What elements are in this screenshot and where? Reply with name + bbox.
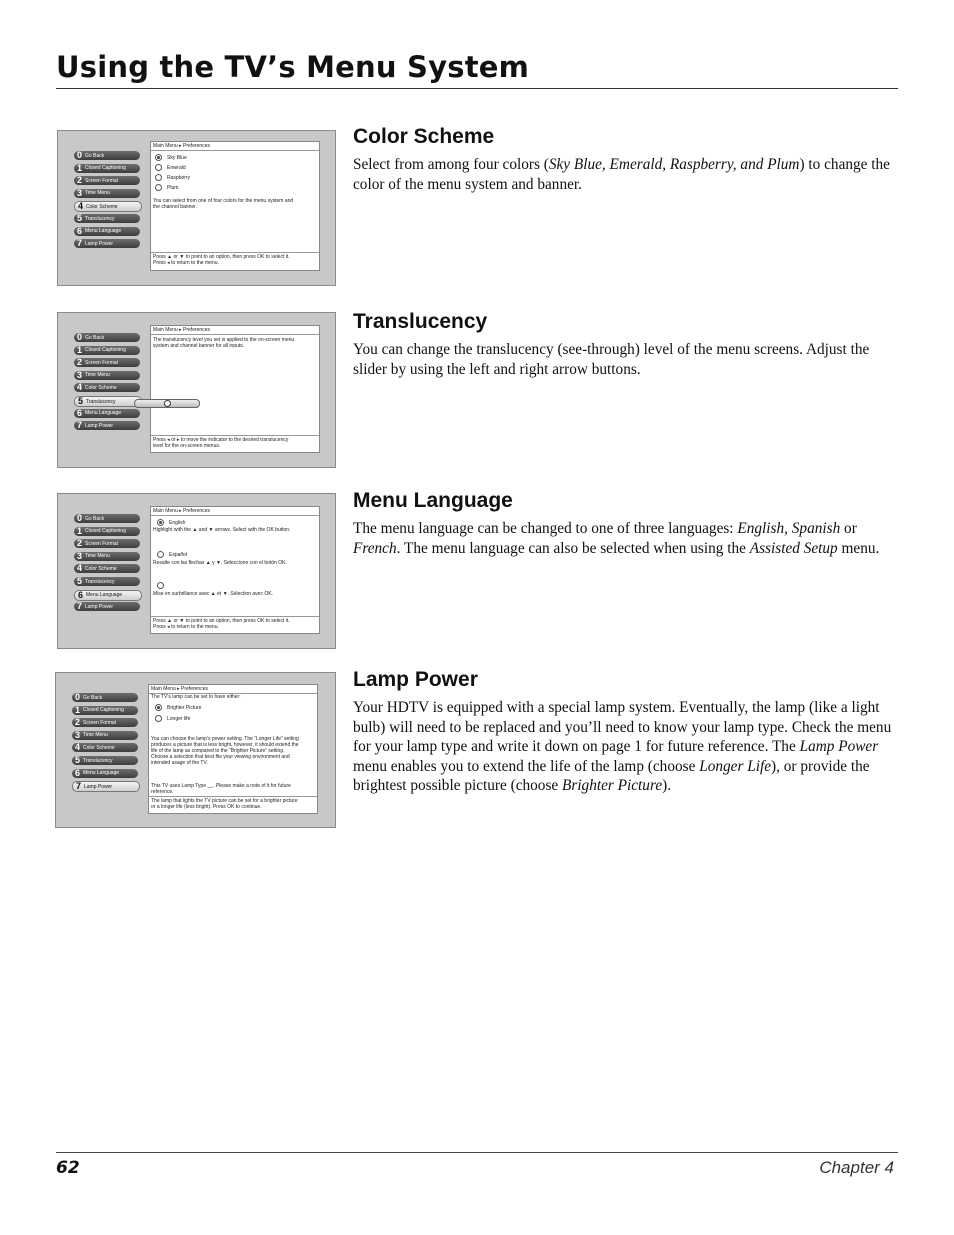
option-raspberry[interactable]: Raspberry <box>155 174 190 181</box>
menu-item-go-back[interactable] <box>72 693 138 702</box>
menu-item-number: 4 <box>77 201 83 212</box>
menu-item-number: 2 <box>74 717 80 728</box>
translucency-section <box>353 310 898 379</box>
menu-item-label: Color Scheme <box>85 565 117 572</box>
radio-icon <box>157 582 164 589</box>
menu-item-lamp-power[interactable] <box>74 421 140 430</box>
translucency-text: You can change the translucency (see-through) level of the menu screens. Adjust the slider by using the left and right arrow buttons. <box>353 341 870 378</box>
lamp-type-note: This TV uses Lamp Type __. Please make a note of it for future reference. <box>151 783 291 795</box>
menu-item-go-back[interactable] <box>74 514 140 523</box>
menu-item-number: 4 <box>76 563 82 574</box>
menu-item-number: 6 <box>74 767 80 778</box>
menu-item-screen-format[interactable] <box>74 539 140 548</box>
menu-item-label: Translucency <box>86 398 116 405</box>
menu-item-label: Screen Format <box>85 177 119 184</box>
menu-item-label: Time Menu <box>85 553 110 560</box>
menu-item-number: 1 <box>76 162 82 173</box>
option-emerald[interactable]: Emerald <box>155 164 186 171</box>
menu-item-color-scheme[interactable] <box>74 383 140 392</box>
menu-item-number: 7 <box>76 601 82 612</box>
menu-item-lamp-power[interactable] <box>74 239 140 248</box>
menu-item-label: Translucency <box>85 215 115 222</box>
menu-item-number: 2 <box>76 538 82 549</box>
preferences-dialog <box>150 141 320 271</box>
menu-item-number: 3 <box>76 187 82 198</box>
menu-item-label: Menu Language <box>85 228 122 235</box>
menu-item-label: Closed Captioning <box>85 347 126 354</box>
menu-item-screen-format[interactable] <box>74 358 140 367</box>
menu-item-number: 6 <box>76 407 82 418</box>
menu-item-time-menu[interactable] <box>74 552 140 561</box>
breadcrumb: Main Menu ▸ Preferences <box>153 508 210 514</box>
menu-item-label: Translucency <box>85 578 115 585</box>
menu-item-translucency[interactable] <box>74 577 140 586</box>
menu-item-label: Translucency <box>83 757 113 764</box>
option-sky-blue[interactable]: Sky Blue <box>155 154 187 161</box>
menu-item-label: Go Back <box>83 694 103 701</box>
menu-item-screen-format[interactable] <box>72 718 138 727</box>
menu-item-menu-language[interactable] <box>74 227 140 236</box>
menu-item-label: Color Scheme <box>85 384 117 391</box>
dialog-description: The translucency level you set is applied to the on-screen menu system and channel banner for all inputs. <box>153 337 295 349</box>
menu-item-label: Closed Captioning <box>85 528 126 535</box>
hint-french: Mise en surbrillance avec ▲ et ▼. Sélection avec OK. <box>153 591 273 597</box>
menu-item-translucency[interactable] <box>74 214 140 223</box>
menu-item-number: 2 <box>76 357 82 368</box>
menu-language-text: The menu language can be changed to one of three languages: English, Spanish or French. The menu language can also be selected when using the Assisted Setup menu. <box>353 520 880 557</box>
menu-item-number: 2 <box>76 175 82 186</box>
menu-item-menu-language[interactable] <box>72 769 138 778</box>
menu-item-number: 7 <box>76 420 82 431</box>
translucency-heading: Translucency <box>353 310 488 333</box>
menu-item-number: 1 <box>74 704 80 715</box>
menu-item-label: Go Back <box>85 515 105 522</box>
menu-item-label: Lamp Power <box>85 240 114 247</box>
page-title: Using the TV’s Menu System <box>56 50 530 84</box>
menu-item-label: Lamp Power <box>85 422 114 429</box>
menu-item-label: Closed Captioning <box>83 707 124 714</box>
menu-item-time-menu[interactable] <box>74 371 140 380</box>
menu-item-screen-format[interactable] <box>74 176 140 185</box>
preferences-dialog <box>150 506 320 634</box>
lamp-power-text: Your HDTV is equipped with a special lamp system. Eventually, the lamp (like a light bulb) will need to be replaced and you’ll need to know your lamp type. Check the menu for your lamp type and write it down on page 1 for future reference. The Lamp Power menu enables you to extend the life of the lamp (choose Longer Life), or provide the brightest possible picture (choose Brighter Picture). <box>353 699 892 795</box>
color-scheme-section <box>353 125 898 194</box>
footer-rule <box>56 1152 898 1153</box>
menu-item-label: Go Back <box>85 152 105 159</box>
menu-item-color-scheme[interactable] <box>72 743 138 752</box>
color-scheme-text: Select from among four colors (Sky Blue, Emerald, Raspberry, and Plum) to change the color of the menu system and banner. <box>353 156 890 193</box>
menu-item-label: Go Back <box>85 334 105 341</box>
menu-item-lamp-power[interactable] <box>72 781 140 792</box>
radio-icon <box>155 164 162 171</box>
menu-language-screenshot <box>57 493 336 649</box>
radio-icon <box>155 704 162 711</box>
menu-item-label: Color Scheme <box>86 203 118 210</box>
menu-item-go-back[interactable] <box>74 333 140 342</box>
menu-language-heading: Menu Language <box>353 489 513 512</box>
menu-item-label: Closed Captioning <box>85 165 126 172</box>
preferences-dialog <box>148 684 318 814</box>
option-english[interactable]: English <box>157 519 185 526</box>
menu-item-number: 5 <box>76 213 82 223</box>
menu-item-color-scheme[interactable] <box>74 201 142 212</box>
menu-item-label: Lamp Power <box>84 783 113 790</box>
menu-item-number: 1 <box>76 344 82 355</box>
menu-item-number: 7 <box>75 781 81 792</box>
color-scheme-screenshot <box>57 130 336 286</box>
menu-item-number: 5 <box>76 576 82 586</box>
menu-item-label: Screen Format <box>85 359 119 366</box>
dialog-footer: Press ◂ or ▸ to move the indicator to the desired translucency level for the on-screen menus. <box>153 437 289 449</box>
menu-item-label: Screen Format <box>85 540 119 547</box>
menu-item-menu-language[interactable] <box>74 590 142 601</box>
menu-item-number: 3 <box>76 369 82 380</box>
menu-item-lamp-power[interactable] <box>74 602 140 611</box>
menu-item-label: Menu Language <box>85 410 122 417</box>
menu-item-label: Time Menu <box>85 372 110 379</box>
menu-item-number: 0 <box>74 692 80 702</box>
menu-item-number: 4 <box>74 742 80 753</box>
menu-item-number: 3 <box>76 550 82 561</box>
menu-item-menu-language[interactable] <box>74 409 140 418</box>
menu-item-number: 0 <box>76 332 82 342</box>
menu-item-number: 0 <box>76 513 82 523</box>
lamp-power-screenshot <box>55 672 336 828</box>
translucency-slider[interactable] <box>134 399 200 408</box>
breadcrumb: Main Menu ▸ Preferences <box>153 327 210 333</box>
menu-item-number: 0 <box>76 150 82 160</box>
menu-item-closed-captioning[interactable] <box>74 346 140 355</box>
chapter-label: Chapter 4 <box>819 1158 894 1177</box>
radio-icon <box>155 154 162 161</box>
option-espanol[interactable]: Español <box>157 551 187 558</box>
dialog-footer: The lamp that lights the TV picture can be set for a brighter picture or a longer life (less bright). Press OK to continue. <box>151 798 298 810</box>
menu-item-label: Time Menu <box>85 190 110 197</box>
menu-item-translucency[interactable] <box>72 756 138 765</box>
lamp-description: You can choose the lamp’s power setting. The “Longer Life” setting produces a picture that is less bright, however, it should extend the life of the lamp as compared to the “Brighter Picture” setting. Choose a selection that best fits your viewing environment and intended usage of the TV. <box>151 736 299 766</box>
radio-icon <box>155 184 162 191</box>
color-scheme-heading: Color Scheme <box>353 125 495 148</box>
hint-english: Highlight with the ▲ and ▼ arrows. Select with the OK button. <box>153 527 291 533</box>
radio-icon <box>155 174 162 181</box>
title-rule <box>56 88 898 89</box>
option-brighter-picture[interactable]: Brighter Picture <box>155 704 201 711</box>
menu-item-number: 5 <box>77 396 83 406</box>
menu-item-label: Time Menu <box>83 732 108 739</box>
breadcrumb: Main Menu ▸ Preferences <box>151 686 208 692</box>
page-number: 62 <box>56 1158 80 1178</box>
option-francais[interactable] <box>157 582 169 589</box>
slider-knob[interactable] <box>164 400 171 407</box>
menu-item-number: 5 <box>74 755 80 765</box>
menu-item-color-scheme[interactable] <box>74 564 140 573</box>
option-plum[interactable]: Plum <box>155 184 178 191</box>
radio-icon <box>157 551 164 558</box>
translucency-screenshot <box>57 312 336 468</box>
dialog-description: You can select from one of four colors for the menu system and the channel banner. <box>153 198 294 210</box>
menu-item-label: Screen Format <box>83 719 117 726</box>
breadcrumb: Main Menu ▸ Preferences <box>153 143 210 149</box>
radio-icon <box>155 715 162 722</box>
menu-item-closed-captioning[interactable] <box>74 164 140 173</box>
menu-item-label: Lamp Power <box>85 603 114 610</box>
menu-item-label: Menu Language <box>86 592 123 599</box>
menu-item-time-menu[interactable] <box>72 731 138 740</box>
lamp-power-section <box>353 668 898 796</box>
menu-item-label: Color Scheme <box>83 744 115 751</box>
menu-language-section <box>353 489 898 558</box>
menu-item-number: 7 <box>76 238 82 249</box>
menu-item-time-menu[interactable] <box>74 189 140 198</box>
hint-spanish: Resalte con las flechas ▲ y ▼. Seleccione con el botón OK. <box>153 560 287 566</box>
preferences-dialog <box>150 325 320 453</box>
menu-item-go-back[interactable] <box>74 151 140 160</box>
menu-item-number: 6 <box>76 225 82 236</box>
lamp-power-heading: Lamp Power <box>353 668 478 691</box>
menu-item-number: 6 <box>77 589 83 600</box>
menu-item-label: Menu Language <box>83 770 120 777</box>
dialog-footer: Press ▲ or ▼ to point to an option, then press OK to select it. Press ◂ to return to the menu. <box>153 618 290 630</box>
lamp-intro: The TV’s lamp can be set to have either: <box>151 694 241 700</box>
menu-item-number: 1 <box>76 525 82 536</box>
option-longer-life[interactable]: Longer life <box>155 715 190 722</box>
menu-item-number: 3 <box>74 729 80 740</box>
radio-icon <box>157 519 164 526</box>
dialog-footer: Press ▲ or ▼ to point to an option, then press OK to select it. Press ◂ to return to the menu. <box>153 254 290 266</box>
menu-item-number: 4 <box>76 382 82 393</box>
menu-item-translucency[interactable] <box>74 396 142 407</box>
menu-item-closed-captioning[interactable] <box>72 706 138 715</box>
menu-item-closed-captioning[interactable] <box>74 527 140 536</box>
